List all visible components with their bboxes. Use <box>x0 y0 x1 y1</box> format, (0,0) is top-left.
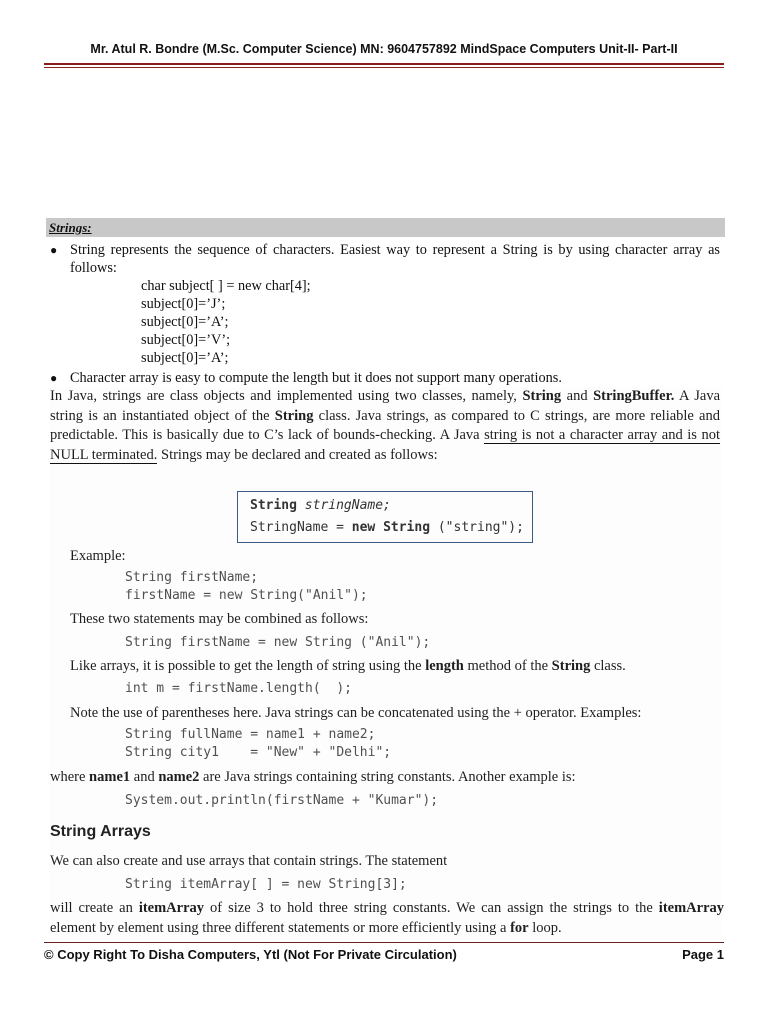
bullet-icon: ● <box>50 371 58 385</box>
combined-text: These two statements may be combined as follows: <box>70 611 369 627</box>
example-code: firstName = new String("Anil"); <box>125 588 368 603</box>
code-line: subject[0]=’V’; <box>141 332 231 348</box>
intro-paragraph: In Java, strings are class objects and implemented using two classes, namely, String and StringBuffer. A Java string is an instantiated object of the String class. Java strings, as compared to C strings, are more reliable and predictable. This is basically due to C’s lack of bounds-checking. A Java string is not a character array and is not NULL terminated. Strings may be declared and created as follows: <box>50 388 721 463</box>
string-arrays-heading: String Arrays <box>50 823 151 840</box>
code-line: subject[0]=’J’; <box>141 296 226 312</box>
bullet-string-definition: String represents the sequence of characters. Easiest way to represent a String is by using character array as follows: <box>70 242 720 276</box>
page-footer <box>44 947 724 962</box>
bullet-icon: ● <box>50 243 58 257</box>
header-divider <box>44 63 724 65</box>
where-text: where name1 and name2 are Java strings containing string constants. Another example is: <box>50 769 576 785</box>
arrays-code: String itemArray[ ] = new String[3]; <box>125 877 407 892</box>
declaration-code-box: String stringName; StringName = new String ("string"); <box>237 491 533 543</box>
copyright-text: © Copy Right To Disha Computers, Ytl (Not For Private Circulation) <box>44 947 457 962</box>
length-text: Like arrays, it is possible to get the length of string using the length method of the String class. <box>70 658 626 674</box>
concat-code: String fullName = name1 + name2; <box>125 727 376 742</box>
code-line: char subject[ ] = new char[4]; <box>141 278 311 294</box>
bullet-char-array-note: Character array is easy to compute the length but it does not support many operations. <box>70 370 562 386</box>
section-title: Strings: <box>46 218 725 237</box>
header-divider-thin <box>44 67 724 68</box>
combined-code: String firstName = new String ("Anil"); <box>125 635 431 650</box>
concat-text: Note the use of parentheses here. Java strings can be concatenated using the + operator. Examples: <box>70 705 642 721</box>
underlined-note: string is not a character array and is not NULL terminated. <box>50 427 720 463</box>
scanned-excerpt <box>50 387 725 939</box>
example-code: String firstName; <box>125 570 259 585</box>
page-number: Page 1 <box>682 947 724 962</box>
final-paragraph: will create an itemArray of size 3 to hold three string constants. We can assign the strings to the itemArray element by element using three different statements or more efficiently using a for loop. <box>50 900 725 936</box>
arrays-text: We can also create and use arrays that contain strings. The statement <box>50 853 448 869</box>
page-header: Mr. Atul R. Bondre (M.Sc. Computer Science) MN: 9604757892 MindSpace Computers Unit-II- Part-II <box>90 42 678 56</box>
example-label: Example: <box>70 548 126 564</box>
length-code: int m = firstName.length( ); <box>125 681 352 696</box>
code-line: subject[0]=’A’; <box>141 314 229 330</box>
concat-code: String city1 = "New" + "Delhi"; <box>125 745 392 760</box>
code-line: subject[0]=’A’; <box>141 350 229 366</box>
footer-divider <box>44 942 724 943</box>
println-code: System.out.println(firstName + "Kumar"); <box>125 793 439 808</box>
